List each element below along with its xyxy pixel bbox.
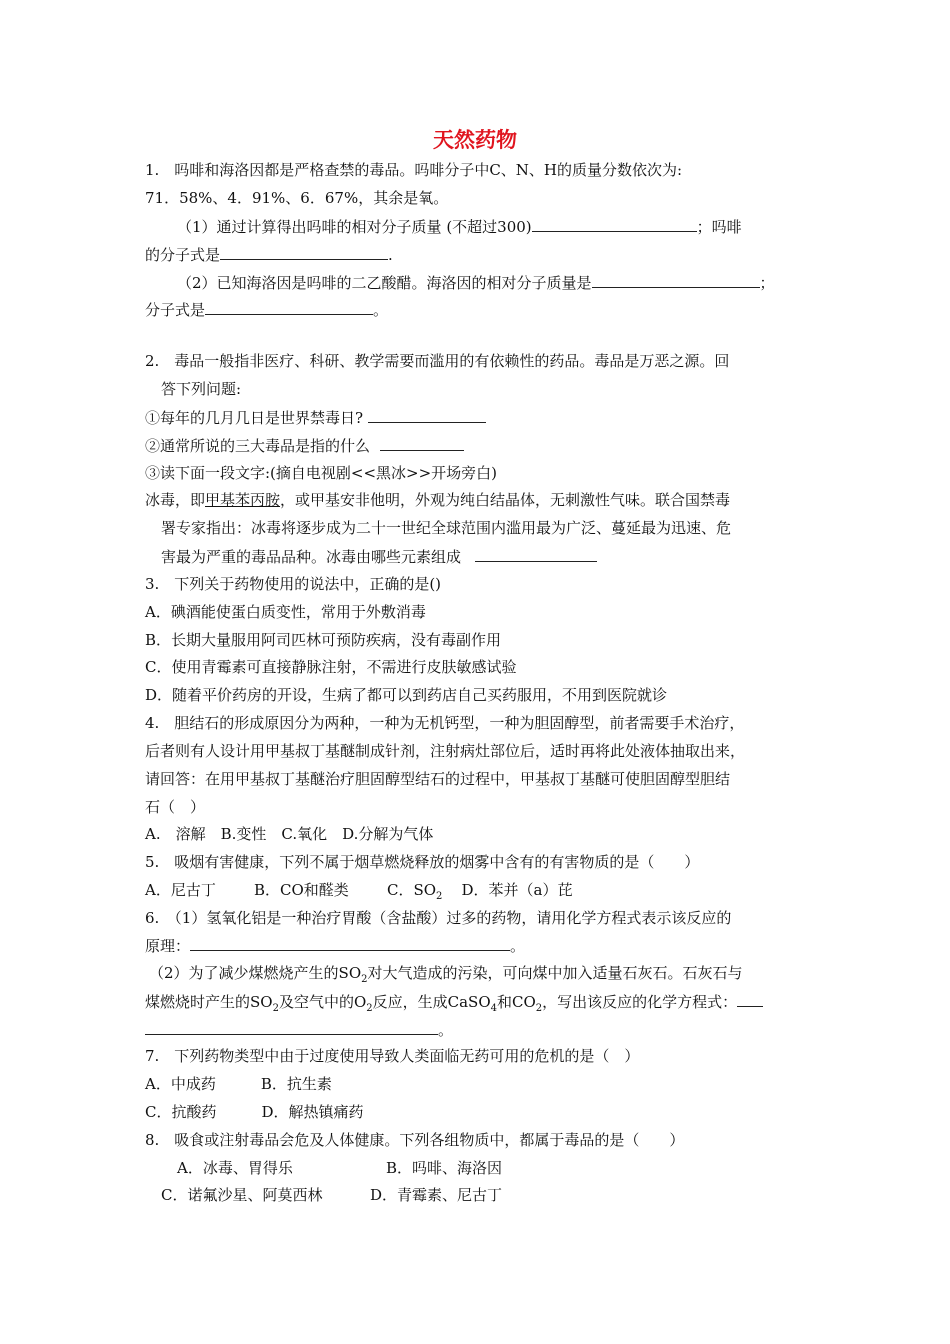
q2-line-6: 冰毒，即甲基苯丙胺，或甲基安非他明，外观为纯白结晶体，无刺激性气味。联合国禁毒 bbox=[145, 491, 731, 509]
q4-line-4: 石（ ） bbox=[145, 798, 206, 816]
q6-line-2: 原理： 。 bbox=[145, 937, 526, 955]
q2-line-4: ②通常所说的三大毒品是指的什么 bbox=[145, 435, 464, 456]
q2-line-3: ①每年的几月几日是世界禁毒日? bbox=[145, 407, 486, 428]
q7-options-cd: C．抗酸药 D．解热镇痛药 bbox=[145, 1103, 364, 1121]
q8-stem: 8. 吸食或注射毒品会危及人体健康。下列各组物质中，都属于毒品的是（ ） bbox=[145, 1131, 685, 1149]
answer-blank[interactable] bbox=[380, 435, 464, 451]
q8-option-a: A．冰毒、胃得乐 bbox=[177, 1159, 293, 1177]
page-title: 天然药物 bbox=[433, 128, 517, 152]
q8-option-c: C．诺氟沙星、阿莫西林 bbox=[161, 1186, 323, 1204]
q1-line-6: 分子式是 。 bbox=[145, 301, 389, 319]
q1-line-4: 的分子式是 . bbox=[145, 246, 393, 264]
q5-options: A．尼古丁 B．CO和醛类 C．$SO_2$ D．苯并（a）芘 bbox=[145, 881, 573, 902]
q1-line-3: （1）通过计算得出吗啡的相对分子质量 (不超过300) ；吗啡 bbox=[177, 218, 742, 236]
q1-line-1: 1. 吗啡和海洛因都是严格查禁的毒品。吗啡分子中C、N、H的质量分数依次为: bbox=[145, 161, 683, 179]
q3-stem: 3. 下列关于药物使用的说法中，正确的是() bbox=[145, 575, 442, 593]
q7-stem: 7. 下列药物类型中由于过度使用导致人类面临无药可用的危机的是（ ） bbox=[145, 1047, 640, 1065]
q6-line-5: 。 bbox=[145, 1019, 453, 1040]
q2-line-7: 署专家指出：冰毒将逐步成为二十一世纪全球范围内滥用最为广泛、蔓延最为迅速、危 bbox=[161, 519, 732, 537]
answer-blank[interactable] bbox=[737, 991, 763, 1007]
q3-option-b: B．长期大量服用阿司匹林可预防疾病，没有毒副作用 bbox=[145, 631, 502, 649]
answer-blank[interactable] bbox=[205, 299, 373, 315]
q8-option-b: B．吗啡、海洛因 bbox=[386, 1159, 503, 1177]
q1-line-2: 71．58%、4．91%、6．67%，其余是氧。 bbox=[145, 189, 449, 207]
answer-blank[interactable] bbox=[220, 244, 388, 260]
q4-line-3: 请回答：在用甲基叔丁基醚治疗胆固醇型结石的过程中，甲基叔丁基醚可使胆固醇型胆结 bbox=[145, 770, 731, 788]
q3-option-d: D．随着平价药房的开设，生病了都可以到药店自己买药服用，不用到医院就诊 bbox=[145, 686, 668, 704]
q5-stem: 5. 吸烟有害健康，下列不属于烟草燃烧释放的烟雾中含有的有害物质的是（ ） bbox=[145, 853, 700, 871]
answer-blank[interactable] bbox=[190, 935, 510, 951]
q3-option-a: A．碘酒能使蛋白质变性，常用于外敷消毒 bbox=[145, 603, 426, 621]
answer-blank[interactable] bbox=[368, 407, 486, 423]
q2-line-5: ③读下面一段文字:(摘自电视剧<<黑冰>>开场旁白) bbox=[145, 464, 498, 482]
q2-line-8: 害最为严重的毒品品种。冰毒由哪些元素组成 bbox=[161, 546, 597, 567]
q2-line-1: 2. 毒品一般指非医疗、科研、教学需要而滥用的有依赖性的药品。毒品是万恶之源。回 bbox=[145, 352, 730, 370]
underlined-term: 甲基苯丙胺 bbox=[205, 491, 281, 509]
answer-blank[interactable] bbox=[532, 216, 697, 232]
q7-options-ab: A．中成药 B．抗生素 bbox=[145, 1075, 332, 1093]
q6-line-1: 6. （1）氢氧化铝是一种治疗胃酸（含盐酸）过多的药物，请用化学方程式表示该反应的 bbox=[145, 909, 732, 927]
answer-blank[interactable] bbox=[145, 1019, 438, 1035]
q4-options: A. 溶解 B.变性 C.氧化 D.分解为气体 bbox=[145, 825, 434, 843]
q3-option-c: C．使用青霉素可直接静脉注射，不需进行皮肤敏感试验 bbox=[145, 658, 517, 676]
q6-line-4: 煤燃烧时产生的$SO_2$及空气中的$O_2$反应，生成CaSO$_4$和$CO_2$，写出该反应的化学方程式： bbox=[145, 991, 763, 1019]
q1-line-5: （2）已知海洛因是吗啡的二乙酸醋。海洛因的相对分子质量是 ； bbox=[177, 274, 775, 292]
q4-line-1: 4. 胆结石的形成原因分为两种，一种为无机钙型，一种为胆固醇型，前者需要手术治疗， bbox=[145, 714, 745, 732]
answer-blank[interactable] bbox=[592, 272, 760, 288]
q8-option-d: D．青霉素、尼古丁 bbox=[370, 1186, 503, 1204]
q2-line-2: 答下列问题: bbox=[161, 380, 242, 398]
q6-line-3: （2）为了减少煤燃烧产生的$SO_2$对大气造成的污染，可向煤中加入适量石灰石。石灰石与 bbox=[149, 964, 743, 985]
answer-blank[interactable] bbox=[475, 546, 597, 562]
q4-line-2: 后者则有人设计用甲基叔丁基醚制成针剂，注射病灶部位后，适时再将此处液体抽取出来， bbox=[145, 742, 746, 760]
